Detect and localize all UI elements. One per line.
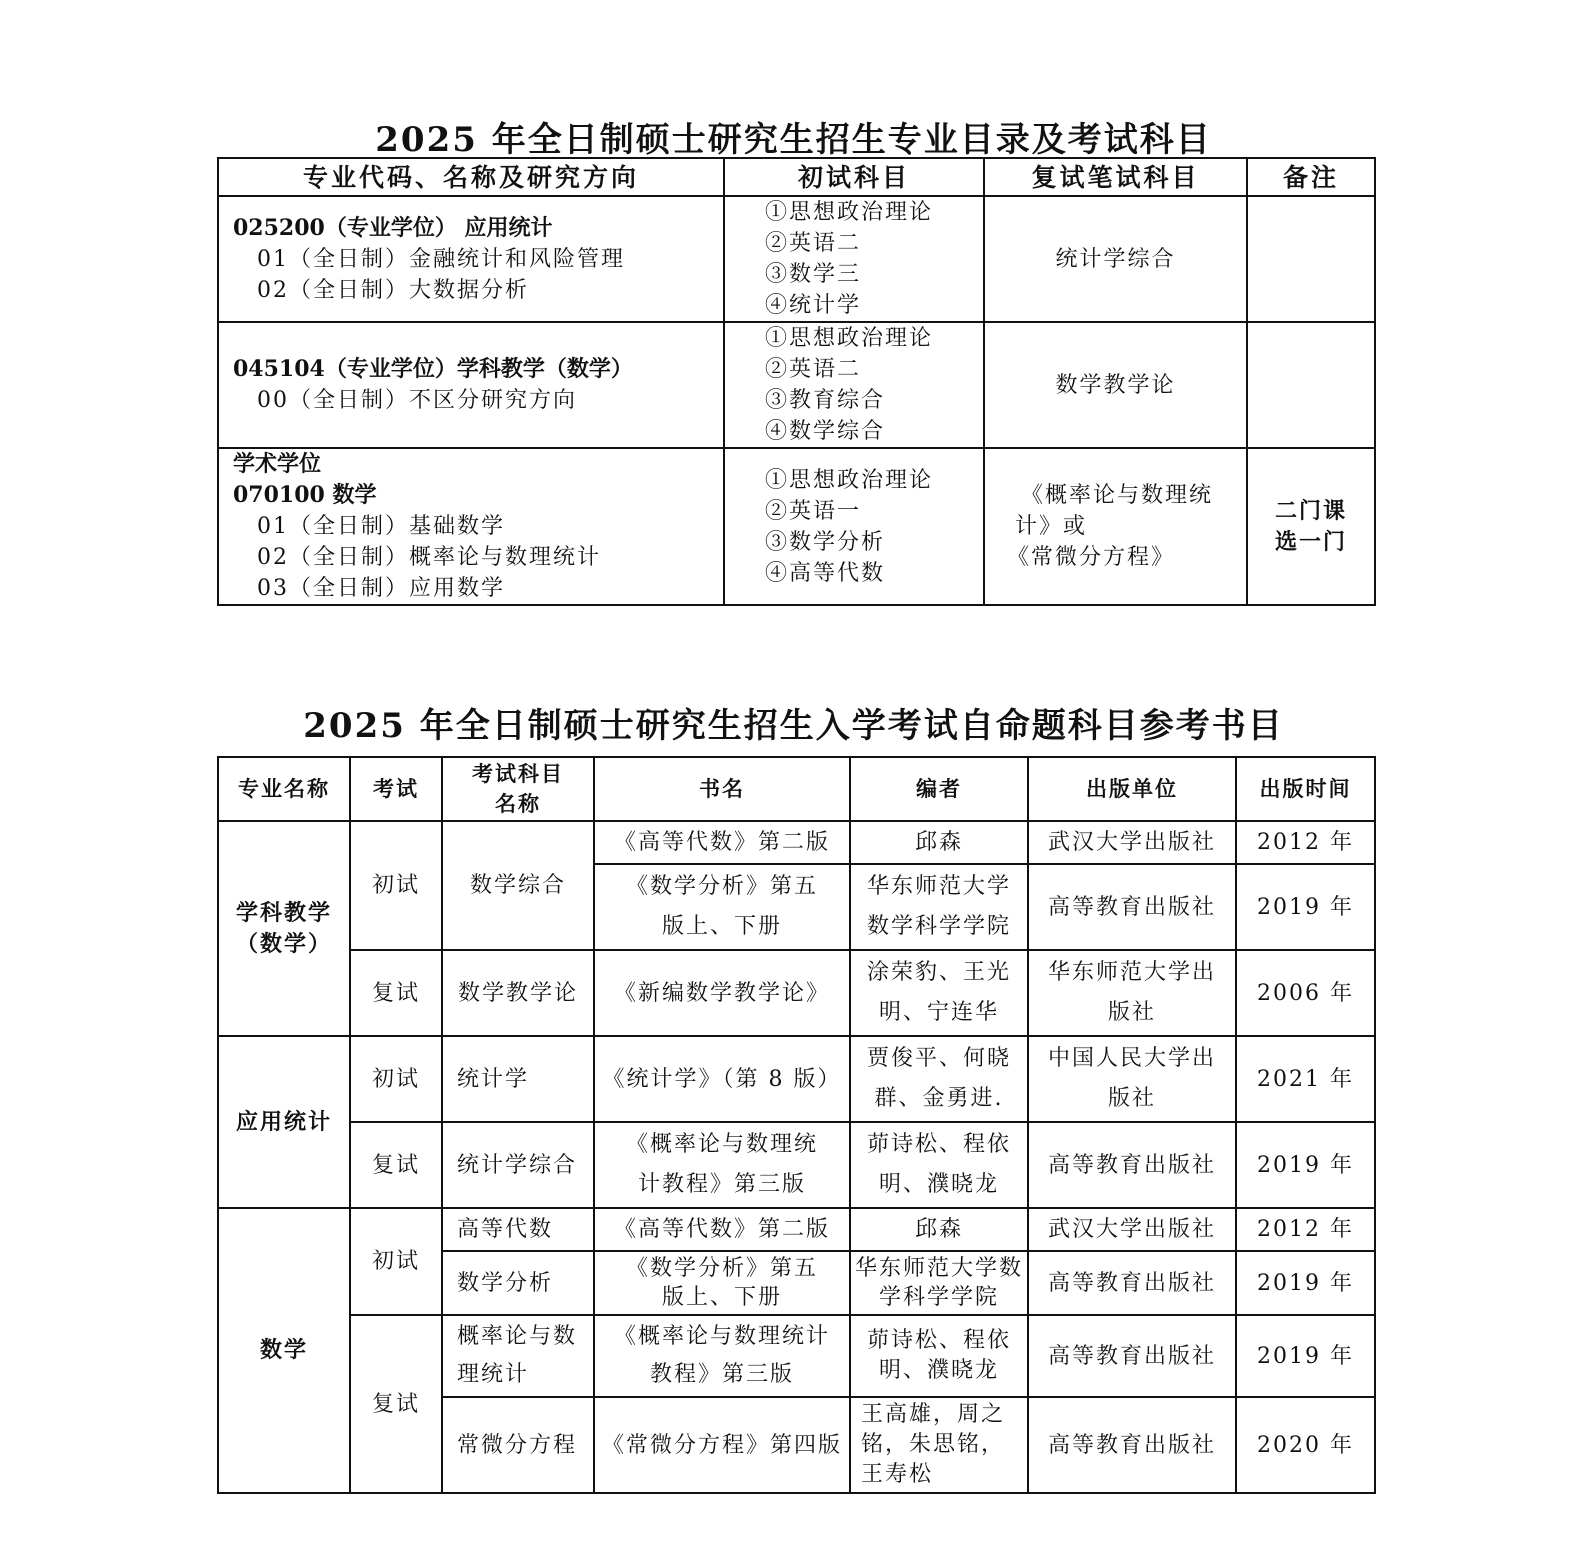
direction: 02（全日制）大数据分析 xyxy=(257,277,529,303)
catalog-row xyxy=(218,322,1375,448)
header-year: 出版时间 xyxy=(1236,757,1375,821)
major-cell xyxy=(218,448,724,605)
retest-line: 《概率论与数理统 xyxy=(1021,483,1214,508)
author: 茆诗松、程依明、濮晓龙 xyxy=(850,1122,1028,1208)
exam-subject: ②英语二 xyxy=(765,357,862,382)
catalog-table xyxy=(217,157,1376,606)
book-title: 《高等代数》第二版 xyxy=(594,821,850,864)
table-row xyxy=(218,950,1375,1036)
pub-year: 2019 年 xyxy=(1236,1251,1375,1315)
publisher: 高等教育出版社 xyxy=(1028,1397,1236,1493)
retest-subject xyxy=(984,448,1247,605)
note-cell xyxy=(1247,196,1375,322)
publisher: 武汉大学出版社 xyxy=(1028,1208,1236,1251)
author: 涂荣豹、王光明、宁连华 xyxy=(850,950,1028,1036)
exam-subject: ①思想政治理论 xyxy=(765,200,934,225)
major-name: 045104（专业学位）学科教学（数学） xyxy=(233,356,633,382)
header-major-name: 专业名称 xyxy=(218,757,350,821)
retest-line: 《常微分方程》 xyxy=(1007,545,1176,570)
header-subject-line: 名称 xyxy=(495,791,541,816)
pub-year: 2019 年 xyxy=(1236,1122,1375,1208)
publisher: 高等教育出版社 xyxy=(1028,1251,1236,1315)
header-initial-exam: 初试科目 xyxy=(724,158,984,196)
books-title: 2025 年全日制硕士研究生招生入学考试自命题科目参考书目 xyxy=(303,706,1284,746)
subject-name: 数学综合 xyxy=(442,821,594,950)
catalog-row xyxy=(218,448,1375,605)
book-title: 《概率论与数理统计教程》第三版 xyxy=(594,1122,850,1208)
exam-subject: ③数学三 xyxy=(765,262,862,287)
book-title: 《高等代数》第二版 xyxy=(594,1208,850,1251)
header-book: 书名 xyxy=(594,757,850,821)
exam-cell xyxy=(724,322,984,448)
book-title: 《概率论与数理统计教程》第三版 xyxy=(594,1315,850,1397)
exam-subject: ④高等代数 xyxy=(765,560,886,586)
header-exam: 考试 xyxy=(350,757,442,821)
subject-name: 数学分析 xyxy=(442,1251,594,1315)
book-title: 《数学分析》第五版上、下册 xyxy=(594,864,850,950)
table-row xyxy=(218,1315,1375,1397)
exam-subject: ②英语二 xyxy=(765,231,862,256)
pub-year: 2021 年 xyxy=(1236,1036,1375,1122)
note-cell xyxy=(1247,448,1375,605)
direction: 00（全日制）不区分研究方向 xyxy=(257,388,577,413)
header-major: 专业代码、名称及研究方向 xyxy=(218,158,724,196)
exam-subject: ④统计学 xyxy=(765,293,862,318)
exam-type: 复试 xyxy=(350,1315,442,1493)
publisher: 武汉大学出版社 xyxy=(1028,821,1236,864)
author: 邱森 xyxy=(850,1208,1028,1251)
exam-subject: ①思想政治理论 xyxy=(765,326,934,351)
exam-type: 复试 xyxy=(350,950,442,1036)
retest-subject: 统计学综合 xyxy=(984,196,1247,322)
note-cell xyxy=(1247,322,1375,448)
exam-subject: ③教育综合 xyxy=(765,388,886,413)
major-name-cell: 应用统计 xyxy=(218,1036,350,1208)
publisher: 华东师范大学出版社 xyxy=(1028,950,1236,1036)
subject-name: 常微分方程 xyxy=(442,1397,594,1493)
author: 邱森 xyxy=(850,821,1028,864)
pub-year: 2019 年 xyxy=(1236,1315,1375,1397)
major-name-cell: 数学 xyxy=(218,1208,350,1493)
exam-type: 复试 xyxy=(350,1122,442,1208)
exam-subject: ③数学分析 xyxy=(765,529,886,555)
exam-subject: ②英语一 xyxy=(765,498,862,524)
author: 华东师范大学数学科学学院 xyxy=(850,1251,1028,1315)
catalog-header-row xyxy=(218,158,1375,196)
pub-year: 2012 年 xyxy=(1236,1208,1375,1251)
major-name: 025200（专业学位） 应用统计 xyxy=(233,214,553,241)
author: 贾俊平、何晓群、金勇进. xyxy=(850,1036,1028,1122)
author: 茆诗松、程依明、濮晓龙 xyxy=(850,1315,1028,1397)
publisher: 中国人民大学出版社 xyxy=(1028,1036,1236,1122)
exam-cell xyxy=(724,448,984,605)
exam-type: 初试 xyxy=(350,1208,442,1315)
books-header-row xyxy=(218,757,1375,821)
direction: 01（全日制）基础数学 xyxy=(257,514,505,539)
subject-name: 统计学 xyxy=(442,1036,594,1122)
pub-year: 2012 年 xyxy=(1236,821,1375,864)
pub-year: 2006 年 xyxy=(1236,950,1375,1036)
header-publisher: 出版单位 xyxy=(1028,757,1236,821)
header-note: 备注 xyxy=(1247,158,1375,196)
major-cell xyxy=(218,322,724,448)
note-text: 二门课选一门 xyxy=(1274,497,1347,555)
major-name-line: （数学） xyxy=(235,930,332,957)
degree-type: 学术学位 xyxy=(233,451,322,477)
header-retest-exam: 复试笔试科目 xyxy=(984,158,1247,196)
exam-subject: ④数学综合 xyxy=(765,419,886,444)
reference-books-table xyxy=(217,756,1376,1494)
subject-name: 数学教学论 xyxy=(442,950,594,1036)
exam-type: 初试 xyxy=(350,1036,442,1122)
subject-name: 统计学综合 xyxy=(442,1122,594,1208)
major-name-cell xyxy=(218,821,350,1036)
publisher: 高等教育出版社 xyxy=(1028,1122,1236,1208)
major-name: 070100 数学 xyxy=(233,482,377,508)
exam-type: 初试 xyxy=(350,821,442,950)
direction: 02（全日制）概率论与数理统计 xyxy=(257,545,601,570)
table-row xyxy=(218,821,1375,864)
subject-name: 概率论与数理统计 xyxy=(442,1315,594,1397)
book-title: 《数学分析》第五版上、下册 xyxy=(594,1251,850,1315)
catalog-row xyxy=(218,196,1375,322)
table-row xyxy=(218,1122,1375,1208)
direction: 01（全日制）金融统计和风险管理 xyxy=(257,246,625,272)
exam-cell xyxy=(724,196,984,322)
major-cell xyxy=(218,196,724,322)
author: 王高雄，周之铭，朱思铭，王寿松 xyxy=(850,1397,1028,1493)
header-author: 编者 xyxy=(850,757,1028,821)
subject-name: 高等代数 xyxy=(442,1208,594,1251)
book-title: 《常微分方程》第四版 xyxy=(594,1397,850,1493)
book-title: 《新编数学教学论》 xyxy=(594,950,850,1036)
author: 华东师范大学数学科学学院 xyxy=(850,864,1028,950)
header-subject-line: 考试科目 xyxy=(472,761,564,786)
retest-line: 计》或 xyxy=(1015,514,1088,539)
table-row xyxy=(218,1036,1375,1122)
pub-year: 2020 年 xyxy=(1236,1397,1375,1493)
direction: 03（全日制）应用数学 xyxy=(257,576,505,601)
major-name-line: 学科教学 xyxy=(235,899,332,926)
exam-subject: ①思想政治理论 xyxy=(765,467,934,493)
pub-year: 2019 年 xyxy=(1236,864,1375,950)
retest-subject: 数学教学论 xyxy=(984,322,1247,448)
catalog-title: 2025 年全日制硕士研究生招生专业目录及考试科目 xyxy=(375,120,1212,160)
table-row xyxy=(218,1208,1375,1251)
publisher: 高等教育出版社 xyxy=(1028,864,1236,950)
header-subject xyxy=(442,757,594,821)
book-title: 《统计学》（第 8 版） xyxy=(594,1036,850,1122)
publisher: 高等教育出版社 xyxy=(1028,1315,1236,1397)
